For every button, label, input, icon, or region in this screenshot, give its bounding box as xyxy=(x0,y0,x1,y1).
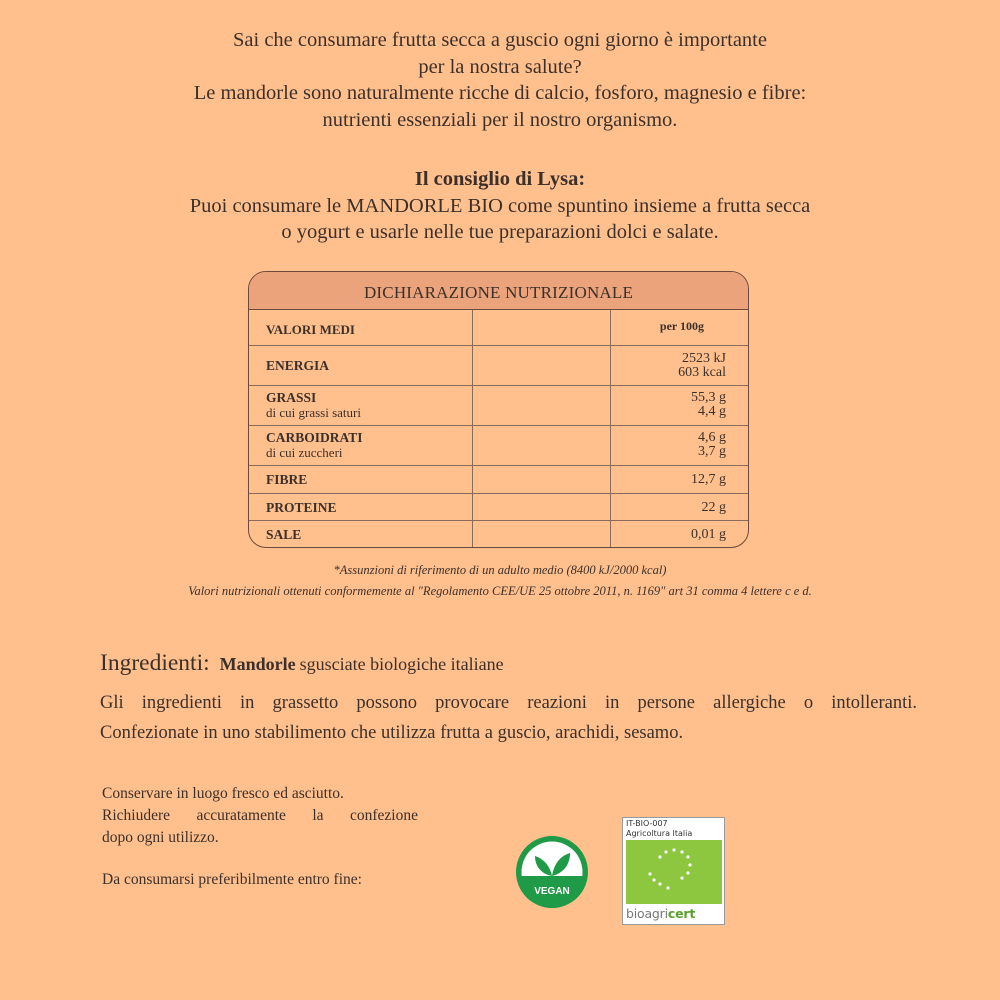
ingredients-line xyxy=(100,650,920,677)
ingredients-rest: sgusciate biologiche italiane xyxy=(299,654,504,674)
header-label: VALORI MEDI xyxy=(266,322,355,337)
row-value: 55,3 g xyxy=(691,390,726,405)
eu-organic-leaf-icon xyxy=(626,840,722,904)
table-row xyxy=(249,426,748,466)
row-value: 22 g xyxy=(701,500,726,515)
allergy-line: Gli ingredienti in grassetto possono provocare reazioni in persone allergiche o intolleranti. xyxy=(100,693,917,713)
intro-line: Sai che consumare frutta secca a guscio ogni giorno è importante xyxy=(233,29,767,51)
tip-line: o yogurt e usarle nelle tue preparazioni dolci e salate. xyxy=(281,221,719,243)
row-label: PROTEINE xyxy=(266,500,337,515)
row-value: 603 kcal xyxy=(678,365,726,380)
table-header-row xyxy=(249,310,748,346)
note-line: Valori nutrizionali ottenuti conformemente al "Regolamento CEE/UE 25 ottobre 2011, n. 1169" art 31 comma 4 lettere c e d. xyxy=(188,584,812,598)
tip-line: Puoi consumare le MANDORLE BIO come spuntino insieme a frutta secca xyxy=(189,194,811,217)
bio-code: IT-BIO-007 xyxy=(626,819,668,828)
row-value: 4,6 g xyxy=(698,430,726,445)
row-sublabel: di cui grassi saturi xyxy=(266,405,361,420)
row-label: GRASSI xyxy=(266,390,317,405)
storage-line: Richiudere accuratamente la confezione xyxy=(102,807,418,824)
intro-line: nutrienti essenziali per il nostro organismo. xyxy=(322,108,678,131)
row-value: 4,4 g xyxy=(698,404,726,419)
row-sublabel: di cui zuccheri xyxy=(266,445,343,460)
intro-line: Le mandorle sono naturalmente ricche di calcio, fosforo, magnesio e fibre: xyxy=(193,82,807,104)
intro-line: per la nostra salute? xyxy=(418,55,582,78)
table-row xyxy=(249,521,748,548)
row-label: SALE xyxy=(266,527,302,542)
ingredients-heading: Ingredienti: xyxy=(100,650,210,676)
intro-text xyxy=(100,27,900,133)
row-label: FIBRE xyxy=(266,472,308,487)
tip-title: Il consiglio di Lysa: xyxy=(414,168,586,190)
row-value: 0,01 g xyxy=(691,527,726,542)
table-row xyxy=(249,494,748,521)
storage-line: Conservare in luogo fresco ed asciutto. xyxy=(102,785,344,802)
header-column: per 100g xyxy=(659,319,704,333)
bio-body: Agricoltura Italia xyxy=(626,829,693,838)
row-value: 12,7 g xyxy=(691,472,726,487)
vegan-badge xyxy=(514,834,590,910)
table-row xyxy=(249,346,748,386)
nutrition-table-title: DICHIARAZIONE NUTRIZIONALE xyxy=(249,272,748,310)
table-row xyxy=(249,386,748,426)
bio-certification-badge xyxy=(622,817,725,925)
row-label: ENERGIA xyxy=(266,358,330,373)
row-value: 2523 kJ xyxy=(682,351,726,366)
allergy-line: Confezionate in uno stabilimento che utilizza frutta a guscio, arachidi, sesamo. xyxy=(100,723,684,743)
bio-brand: bioagricert xyxy=(626,906,696,921)
row-label: CARBOIDRATI xyxy=(266,430,363,445)
note-line: *Assunzioni di riferimento di un adulto medio (8400 kJ/2000 kcal) xyxy=(333,563,667,577)
expiry-text: Da consumarsi preferibilmente entro fine: xyxy=(102,871,362,888)
allergy-text xyxy=(100,688,917,748)
table-row xyxy=(249,466,748,494)
storage-text xyxy=(102,783,418,849)
tip-section xyxy=(100,166,900,246)
nutrition-table xyxy=(248,271,749,548)
vegan-label: VEGAN xyxy=(534,886,570,897)
storage-line: dopo ogni utilizzo. xyxy=(102,829,219,846)
row-value: 3,7 g xyxy=(698,444,726,459)
ingredients-main: Mandorle xyxy=(219,654,296,674)
nutrition-notes xyxy=(100,560,900,602)
